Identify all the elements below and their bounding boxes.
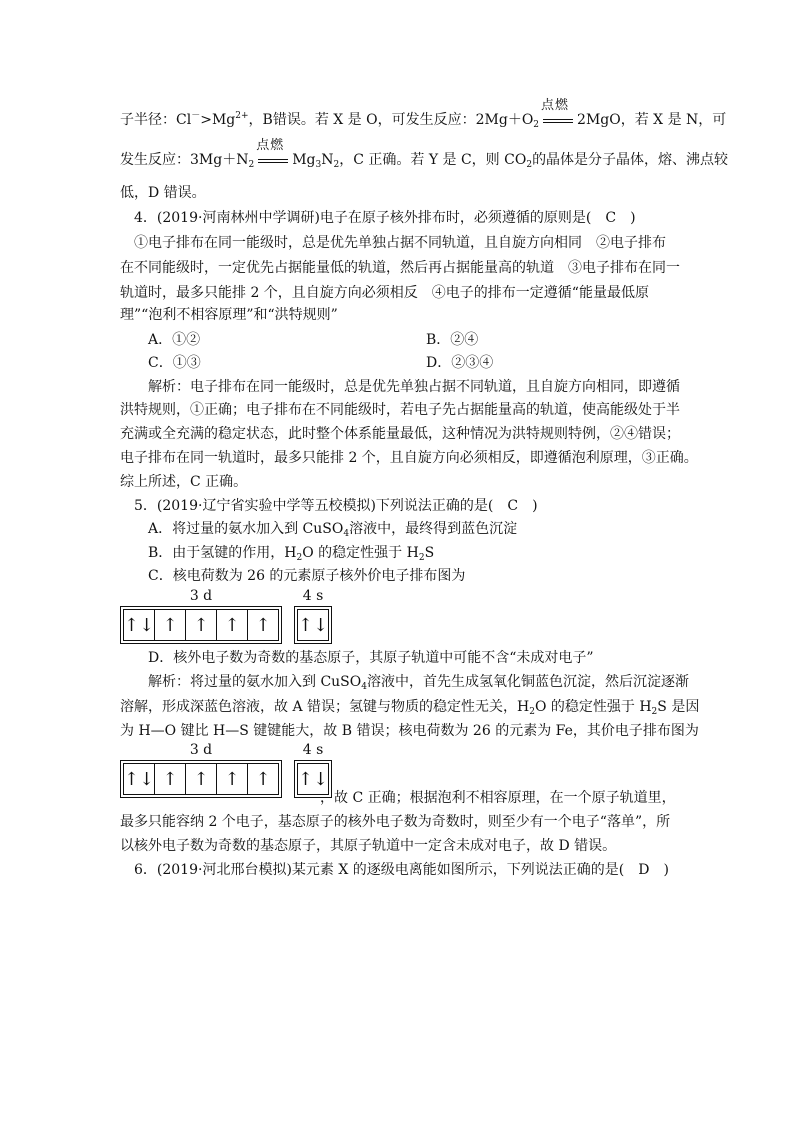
text: 2 (418, 553, 425, 563)
text: ，B错误。若 X 是 O，可发生反应：2Mg＋O (248, 112, 534, 128)
text-line-2 (120, 138, 729, 175)
text: 2 (533, 120, 540, 130)
q5-option-a (148, 519, 517, 544)
text-line-1 (120, 98, 727, 135)
q4-statement-line: 在不同能级时，一定优先占据能量低的轨道，然后再占据能量高的轨道 ③电子排布在同一 (120, 260, 680, 276)
text: 2 (333, 160, 340, 170)
q5-explanation-line (148, 672, 689, 697)
text: 2 (248, 160, 255, 170)
orbital-3d-group (120, 742, 282, 798)
text: 溶液中，首先生成氢氧化铜蓝色沉淀，然后沉淀逐渐 (366, 674, 689, 690)
text: 的晶体是分子晶体，熔、沸点较 (532, 152, 729, 168)
orbital-box: ↑ (255, 614, 271, 636)
orbital-label-3d: 3 d (189, 742, 213, 758)
orbital-box: ↑↓ (297, 614, 329, 636)
text: － (191, 111, 201, 121)
orbital-box: ↑ (217, 610, 248, 640)
q4-explanation-line: 电子排布在同一轨道时，最多只能排 2 个，且自旋方向必须相反，即遵循泡利原理，③正确。 (120, 450, 698, 466)
text: ，C 正确。若 Y 是 C，则 CO (339, 152, 527, 168)
orbital-box: ↑ (186, 610, 217, 640)
text: Mg (292, 152, 316, 168)
orbital-box: ↑↓ (124, 764, 155, 794)
q5-option-c: C．核电荷数为 26 的元素原子核外价电子排布图为 (148, 568, 466, 584)
q4-statement-line: 轨道时，最多只能排 2 个，且自旋方向必须相反 ④电子的排布一定遵循“能量最低原 (120, 285, 649, 301)
orbital-label-3d: 3 d (189, 588, 213, 604)
text: 4 (343, 529, 350, 539)
orbital-diagram-explanation (120, 742, 332, 798)
q4-option-b: B．②④ (426, 332, 479, 348)
q4-explanation-line: 综上所述，C 正确。 (120, 474, 248, 490)
orbital-box: ↑↓ (124, 610, 155, 640)
condition-label: 点燃 (541, 98, 570, 113)
orbital-diagram (120, 588, 332, 644)
reaction-condition (541, 98, 573, 128)
text: 2 (526, 160, 533, 170)
text: 4 (361, 682, 367, 692)
text: 2+ (235, 111, 249, 121)
reaction-condition (256, 138, 288, 168)
text-line-3: 低，D 错误。 (120, 185, 206, 201)
question-6-stem: 6．(2019·河北邢台模拟)某元素 X 的逐级电离能如图所示，下列说法正确的是( D ) (134, 862, 669, 878)
orbital-box: ↑ (155, 610, 186, 640)
q4-statement-line: ①电子排布在同一能级时，总是优先单独占据不同轨道，且自旋方向相同 ②电子排布 (134, 235, 666, 251)
q4-option-d: D．②③④ (426, 355, 494, 371)
q5-explanation-line: ，故 C 正确；根据泡利不相容原理，在一个原子轨道里， (320, 790, 676, 806)
q5-option-d: D．核外电子数为奇数的基态原子，其原子轨道中可能不含“未成对电子” (148, 650, 594, 666)
orbital-3d-group (120, 588, 282, 644)
question-4-stem: 4．(2019·河南林州中学调研)电子在原子核外排布时，必须遵循的原则是( C ) (134, 210, 636, 226)
text: S 是因 (657, 699, 700, 715)
orbital-box: ↑ (217, 764, 248, 794)
q4-explanation-line: 解析：电子排布在同一能级时，总是优先单独占据不同轨道，且自旋方向相同，即遵循 (148, 379, 680, 395)
q5-explanation-line: 为 H—O 键比 H—S 键键能大，故 B 错误；核电荷数为 26 的元素为 Fe，其价电子排布图为 (120, 723, 699, 739)
text: S (424, 545, 435, 561)
orbital-box: ↑ (186, 764, 217, 794)
text: O 的稳定性强于 H (534, 699, 652, 715)
text: 2MgO，若 X 是 N，可 (577, 112, 727, 128)
q4-statement-line: 理”“泡利不相容原理”和“洪特规则” (120, 307, 338, 323)
text: 发生反应：3Mg＋N (120, 152, 249, 168)
q4-option-c: C．①③ (148, 355, 201, 371)
condition-label: 点燃 (256, 138, 285, 153)
q5-explanation-line: 以核外电子数为奇数的基态原子，其原子轨道中一定含未成对电子，故 D 错误。 (120, 838, 617, 854)
text: 解析：将过量的氨水加入到 CuSO (148, 674, 362, 690)
text: 2 (529, 707, 535, 717)
q5-explanation-line: 最多只能容纳 2 个电子，基态原子的核外电子数为奇数时，则至少有一个电子“落单”，所 (120, 814, 671, 830)
text: >Mg (200, 112, 236, 128)
q4-option-a: A．①② (148, 332, 201, 348)
text: O 的稳定性强于 H (302, 545, 419, 561)
q5-explanation-line (120, 697, 699, 722)
text: 溶液中，最终得到蓝色沉淀 (349, 521, 518, 537)
orbital-box: ↑ (155, 764, 186, 794)
text: A．将过量的氨水加入到 CuSO (148, 521, 344, 537)
text: 子半径：Cl (120, 112, 192, 128)
text: N (321, 152, 334, 168)
text: B．由于氢键的作用，H (148, 545, 297, 561)
orbital-4s-group (294, 588, 332, 644)
text: 2 (651, 707, 658, 717)
text: 2 (296, 553, 303, 563)
orbital-label-4s: 4 s (302, 588, 324, 604)
text: 3 (315, 160, 322, 170)
q5-option-b (148, 543, 434, 568)
orbital-label-4s: 4 s (302, 742, 324, 758)
orbital-box: ↑ (255, 768, 271, 790)
orbital-box: ↑↓ (297, 768, 329, 790)
q4-explanation-line: 充满或全充满的稳定状态，此时整个体系能量最低，这种情况为洪特规则特例，②④错误； (120, 426, 680, 442)
text: 溶解，形成深蓝色溶液，故 A 错误；氢键与物质的稳定性无关，H (120, 699, 530, 715)
q4-explanation-line: 洪特规则，①正确；电子排布在不同能级时，若电子先占据能量高的轨道，使高能级处于半 (120, 402, 680, 418)
question-5-stem: 5．(2019·辽宁省实验中学等五校模拟)下列说法正确的是( C ) (134, 498, 538, 514)
